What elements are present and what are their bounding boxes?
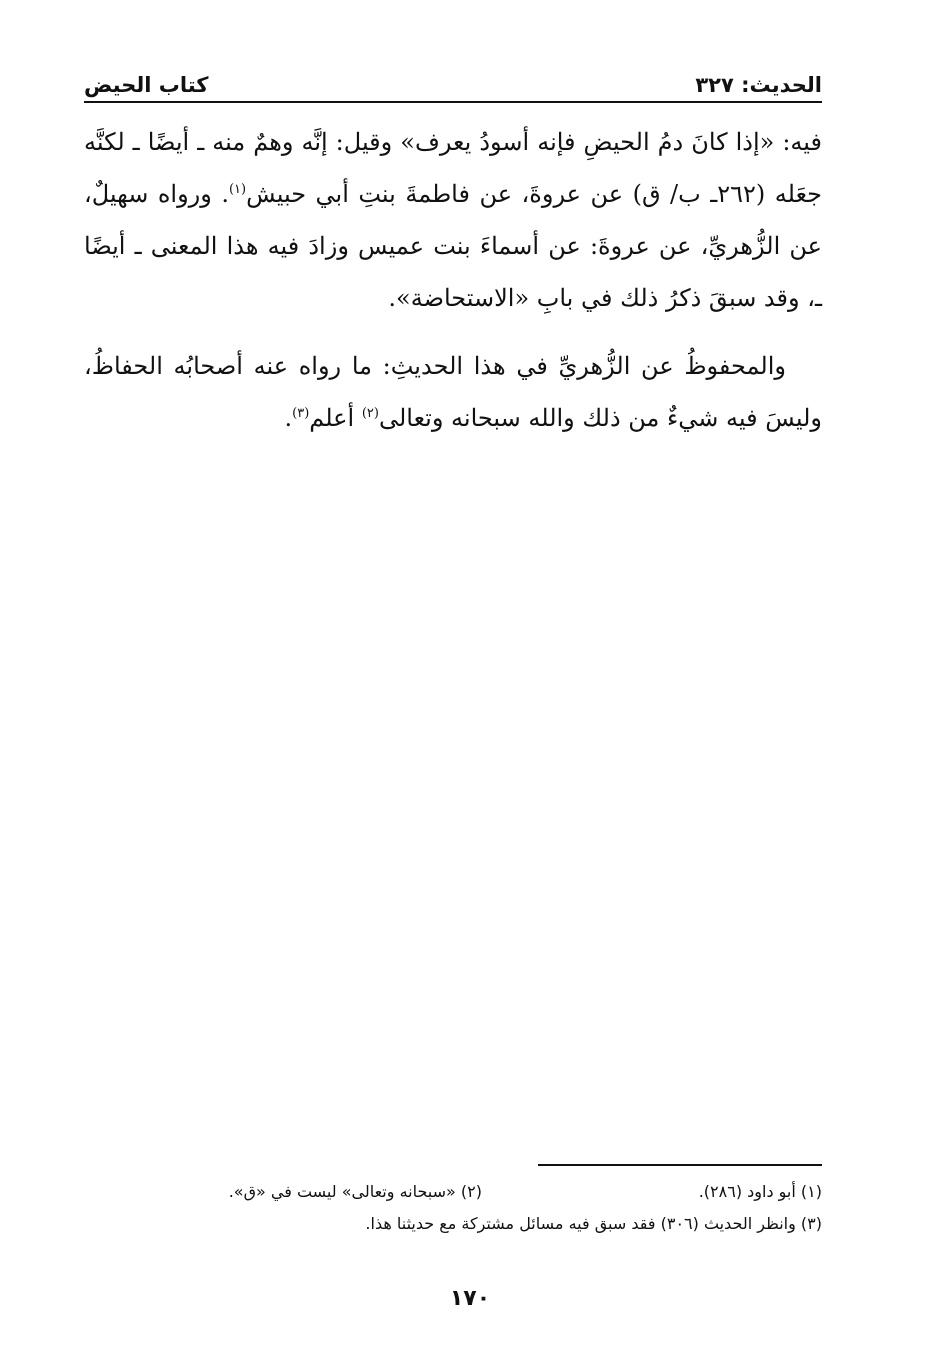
paragraph-1-continuation: . ورواه سهيلٌ، عن الزُّهريِّ، عن عروةَ: عن أسماءَ بنت عميس وزادَ فيه هذا المعنى ـ أيضًا ـ، وقد سبقَ ذكرُ ذلك في بابِ «الاستحاضة». xyxy=(84,180,822,312)
header-rule xyxy=(84,101,822,103)
footnote-ref-3: (٣) xyxy=(292,406,310,421)
footnote-row-1 xyxy=(84,1176,822,1208)
running-head xyxy=(84,64,822,100)
footnote-separator xyxy=(538,1164,822,1166)
footnote-ref-2: (٢) xyxy=(361,406,379,421)
page-number: ١٧٠ xyxy=(449,1286,491,1311)
footnote-3: (٣) وانظر الحديث (٣٠٦) فقد سبق فيه مسائل مشتركة مع حديثنا هذا. xyxy=(365,1214,822,1233)
footnotes xyxy=(84,1176,822,1240)
paragraph-2-text: والمحفوظُ عن الزُّهريِّ في هذا الحديثِ: ما رواه عنه أصحابُه الحفاظُ، وليسَ فيه شيءٌ من ذلك والله سبحانه وتعالى xyxy=(84,352,822,432)
paragraph-1 xyxy=(84,116,822,324)
footnote-2: (٢) «سبحانه وتعالى» ليست في «ق». xyxy=(228,1182,482,1201)
paragraph-2 xyxy=(84,340,822,444)
paragraph-2-end: . xyxy=(284,404,293,432)
footnote-ref-1: (١) xyxy=(228,182,247,197)
main-text xyxy=(84,116,822,444)
footnote-row-2 xyxy=(84,1208,822,1240)
chapter-title-heading: كتاب الحيض xyxy=(84,73,209,97)
hadith-number-heading: الحديث: ٣٢٧ xyxy=(695,73,822,97)
footnote-1: (١) أبو داود (٢٨٦). xyxy=(698,1182,822,1201)
paragraph-1-text: فيه: «إذا كانَ دمُ الحيضِ فإنه أسودُ يعرف» وقيل: إنَّه وهمٌ منه ـ أيضًا ـ لكنَّه جعَله (٢٦٢ـ ب/ ق) عن عروةَ، عن فاطمةَ بنتِ أبي حبيش xyxy=(84,128,823,208)
paragraph-2-text-b: أعلم xyxy=(309,404,362,432)
